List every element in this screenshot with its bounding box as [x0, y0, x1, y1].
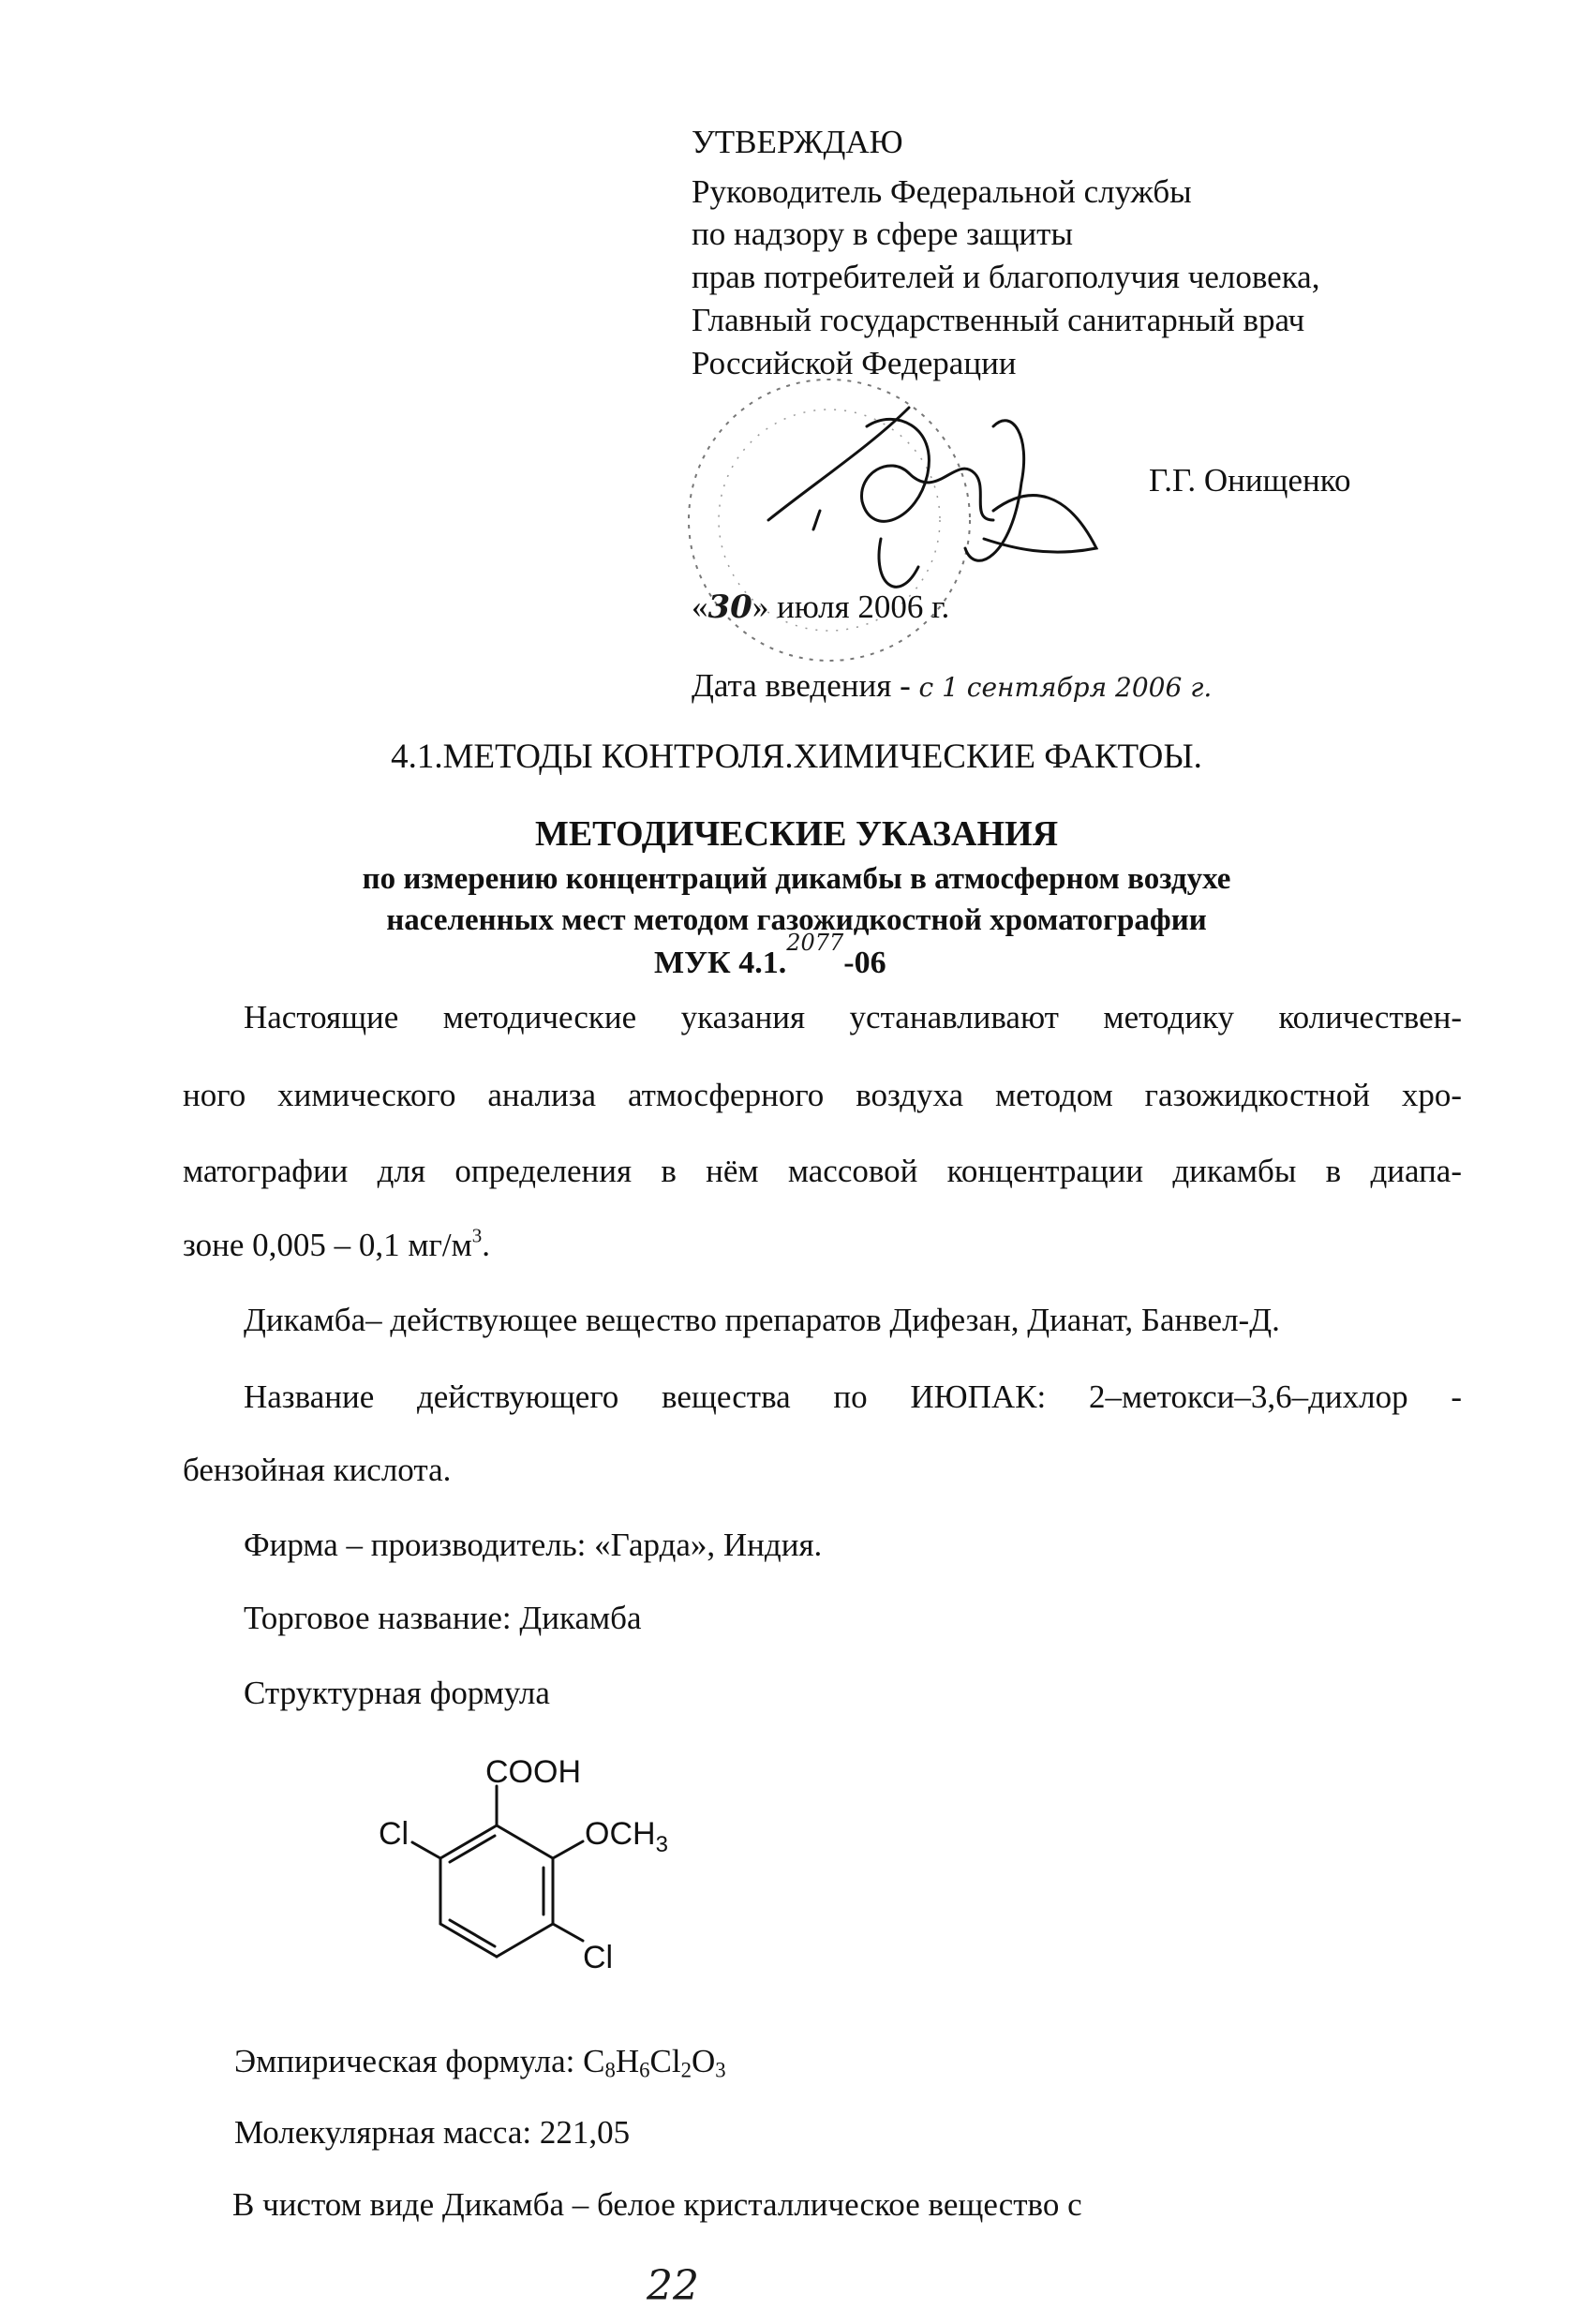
cooh-label: COOH	[485, 1754, 581, 1790]
active-substance: Дикамба– действующее вещество препаратов Дифезан, Дианат, Банвел-Д.	[244, 1302, 1280, 1338]
cl-bottom-label: Cl	[583, 1940, 614, 1975]
intro-line-2: ного химического анализа атмосферного воздуха методом газожидкостной хро-	[183, 1077, 1462, 1113]
muk-prefix: МУК 4.1.	[654, 946, 787, 980]
intro-line-3: матографии для определения в нём массовой концентрации дикамбы в диапа-	[183, 1153, 1462, 1189]
formula-o-count: 3	[715, 2058, 726, 2082]
approval-date-open-quote: «	[692, 588, 708, 625]
molar-mass: Молекулярная масса: 221,05	[234, 2114, 631, 2151]
intro-date-label: Дата введения -	[692, 667, 919, 704]
approval-line-3: прав потребителей и благополучия человека,	[692, 259, 1320, 295]
muk-suffix: -06	[843, 946, 886, 980]
section-heading: 4.1.МЕТОДЫ КОНТРОЛЯ.ХИМИЧЕСКИЕ ФАКТОЫ.	[391, 737, 1202, 776]
stamp-and-signature	[656, 370, 1143, 679]
structural-formula-label: Структурная формула	[244, 1675, 550, 1711]
manufacturer: Фирма – производитель: «Гарда», Индия.	[244, 1527, 823, 1563]
formula-c-count: 8	[604, 2058, 616, 2082]
approval-line-4: Главный государственный санитарный врач	[692, 302, 1305, 338]
formula-c: C	[583, 2043, 605, 2079]
iupac-line-1: Название действующего вещества по ИЮПАК: 2–метокси–3,6–дихлор -	[244, 1378, 1462, 1415]
formula-h-count: 6	[639, 2058, 650, 2082]
empirical-formula	[234, 2043, 726, 2080]
intro-line-4-text: зоне 0,005 – 0,1 мг/м	[183, 1227, 472, 1263]
approval-date-rest: » июля 2006 г.	[752, 588, 950, 625]
muk-handwritten-number: 2077	[786, 930, 844, 956]
doc-subtitle-2: населенных мест методом газожидкостной хроматографии	[386, 903, 1207, 937]
signatory-name: Г.Г. Онищенко	[1149, 462, 1351, 499]
och3-label	[585, 1816, 668, 1857]
approval-line-5: Российской Федерации	[692, 345, 1017, 381]
approval-date-day: 30	[707, 588, 752, 626]
dicamba-structure-diagram	[375, 1750, 684, 2004]
approval-line-1: Руководитель Федеральной службы	[692, 173, 1192, 210]
intro-line-4-sup: 3	[471, 1224, 483, 1247]
intro-line-4-end: .	[482, 1227, 491, 1263]
formula-cl-count: 2	[680, 2058, 692, 2082]
doc-title: МЕТОДИЧЕСКИЕ УКАЗАНИЯ	[534, 814, 1059, 854]
formula-h: H	[615, 2043, 640, 2079]
iupac-line-2: бензойная кислота.	[183, 1452, 452, 1488]
doc-subtitle-1: по измерению концентраций дикамбы в атмосферном воздухе	[362, 862, 1231, 896]
pure-form-line: В чистом виде Дикамба – белое кристаллическое вещество с	[232, 2186, 1082, 2223]
intro-line-4	[183, 1224, 491, 1264]
trade-name: Торговое название: Дикамба	[244, 1600, 642, 1636]
muk-number	[654, 930, 886, 984]
approval-date	[692, 588, 949, 626]
cl-left-label: Cl	[379, 1816, 409, 1852]
empirical-formula-label: Эмпирическая формула:	[234, 2043, 584, 2079]
formula-cl: Cl	[649, 2043, 681, 2079]
benzene-ring	[412, 1786, 583, 1957]
page-number: 22	[647, 2262, 699, 2310]
approval-line-2: по надзору в сфере защиты	[692, 216, 1073, 252]
intro-line-1: Настоящие методические указания устанавливают методику количествен-	[244, 999, 1462, 1035]
approval-title: УТВЕРЖДАЮ	[692, 124, 903, 160]
intro-date	[692, 667, 1212, 707]
signature-strokes	[768, 408, 1096, 587]
och3-main: OCH	[585, 1816, 656, 1852]
formula-o: O	[691, 2043, 716, 2079]
intro-date-handwritten: с 1 сентября 2006 г.	[918, 672, 1213, 703]
och3-sub: 3	[655, 1832, 668, 1857]
